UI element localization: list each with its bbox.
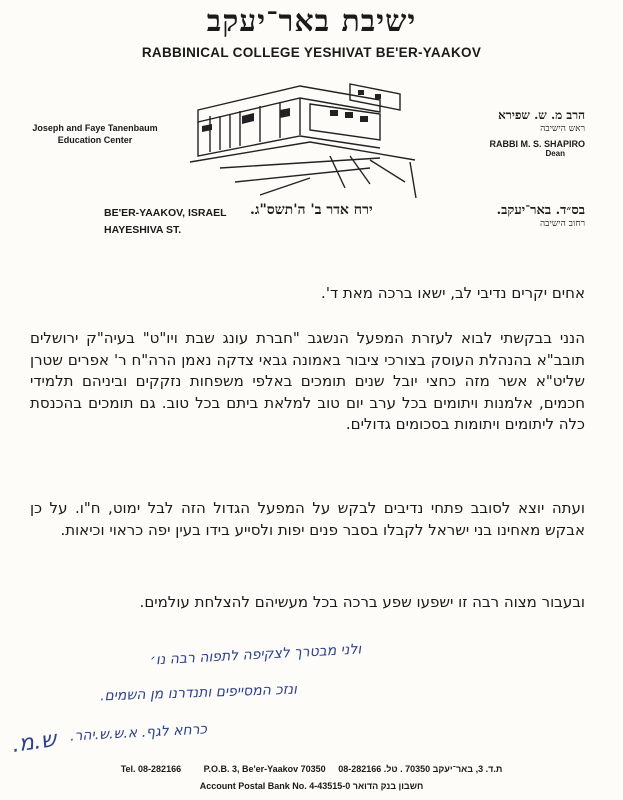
dean-english-name: RABBI M. S. SHAPIRO — [489, 139, 585, 149]
handwritten-line-2: ונזכ המסייפים ותנדרנו מן השמים. — [99, 681, 298, 705]
address-hebrew-line1: בס״ד. באר־יעקב. — [496, 203, 585, 218]
dean-hebrew-name: הרב מ. ש. שפירא — [498, 108, 585, 122]
education-center — [20, 122, 180, 146]
handwritten-signature: ש.מ. — [10, 727, 59, 758]
handwritten-line-1: ולני מבטרך לצקיפה לתפוה רבה נו׳ — [149, 641, 362, 669]
letter-paragraph-3: ובעבור מצוה רבה זו ישפעו שפע ברכה בכל מעשיהם להצלחת עולמים. — [139, 593, 585, 611]
letter-paragraph-2: ועתה יוצא לסובב פתחי נדיבים לבקש על המפעל הגדול הזה לבל ימוט, ח"ו. על כן אבקש מאחינו בני ישראל לקבלו בסבר פנים יפות ולסייע בידו בעין יפה כראוי וכיאות. — [30, 499, 585, 539]
dean-hebrew-title: ראש הישיבה — [540, 124, 585, 134]
footer-bank-account: Account Postal Bank No. 4-43515-0 חשבון בנק הדואר — [199, 781, 424, 791]
education-center-line1: Joseph and Faye Tanenbaum — [32, 123, 158, 133]
building-illustration — [180, 70, 420, 200]
letterhead-hebrew-title: ישיבת באר־יעקב — [206, 4, 417, 39]
footer-telephone: Tel. 08-282166 — [120, 764, 182, 774]
dean-block — [445, 108, 585, 158]
street-hebrew: רחוב הישיבה — [539, 219, 585, 229]
handwritten-line-3: כרחא לגף. א.ש.ש.יהר. — [69, 721, 208, 745]
address-english — [104, 205, 227, 239]
letter-paragraph-1: הנני בבקשתי לבוא לעזרת המפעל הנשגב "חברת עונג שבת ויו"ט" בעיה"ק ירושלים תובב"א בהנהלת העוסק בצורכי ציבור באמונה גבאי צדקה נאמן הרה"ח ר' אפרים שטרן שליט"א אשר מזה כחצי יובל שנים תומכים באלפי משפחות נזקקים וביניהם תלמידי חכמים, אלמנות ויתומים בכל ערב יום טוב למלאת ביתם בכל טוב. גם תומכים בהכנסת כלה ליתומים ויתומות בסכומים גדולים. — [30, 329, 585, 433]
footer-hebrew-contact: ת.ד. 3, באר־יעקב 70350 . טל. 08-282166 — [338, 764, 503, 774]
address-english-line1: BE'ER-YAAKOV, ISRAEL — [104, 207, 227, 219]
letterhead-english-title: RABBINICAL COLLEGE YESHIVAT BE'ER-YAAKOV — [141, 45, 482, 60]
letter-greeting: אחים יקרים נדיבי לב, ישאו ברכה מאת ד'. — [321, 284, 585, 302]
letter-date: ירח אדר ב' ה'תשס"ג. — [250, 202, 373, 218]
footer-address: P.O.B. 3, Be'er-Yaakov 70350 — [203, 764, 326, 774]
address-hebrew — [415, 202, 585, 229]
footer-contact — [0, 764, 623, 774]
dean-english-title: Dean — [545, 149, 565, 158]
education-center-line2: Education Center — [57, 135, 133, 145]
address-english-line2: HAYESHIVA ST. — [104, 224, 182, 236]
